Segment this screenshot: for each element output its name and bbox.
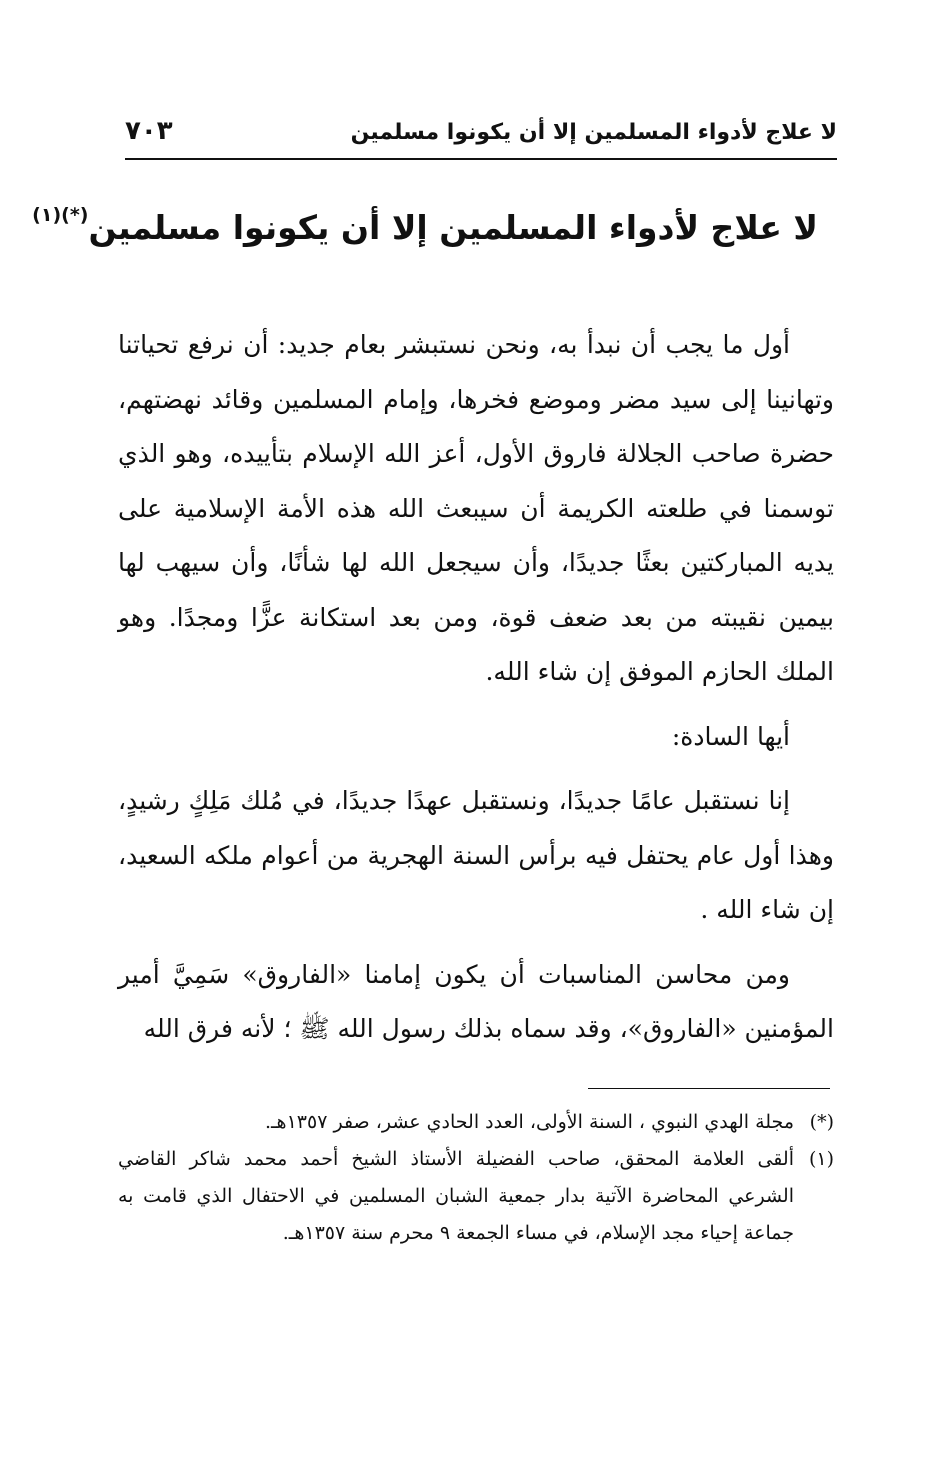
footnote <box>118 1141 834 1252</box>
footnote <box>118 1104 834 1141</box>
footnote-separator <box>588 1088 830 1089</box>
article-title <box>32 204 818 247</box>
footnote-text: مجلة الهدي النبوي ، السنة الأولى، العدد الحادي عشر، صفر ١٣٥٧هـ. <box>264 1111 794 1133</box>
paragraph: أول ما يجب أن نبدأ به، ونحن نستبشر بعام جديد: أن نرفع تحياتنا وتهانينا إلى سيد مضر وموضع فخرها، وإمام المسلمين وقائد نهضتهم، حضرة صاحب الجلالة فاروق الأول، أعز الله الإسلام بتأييده، وهو الذي توسمنا في طلعته الكريمة أن سيبعث الله هذه الأمة الإسلامية على يديه المباركتين بعثًا جديدًا، وأن سيجعل الله لها شأنًا، وأن سيهب لها بيمين نقيبته من بعد ضعف قوة، ومن بعد استكانة عزًّا ومجدًا. وهو الملك الحازم الموفق إن شاء الله. <box>118 330 834 686</box>
article-title-text: لا علاج لأدواء المسلمين إلا أن يكونوا مسلمين <box>88 208 818 247</box>
footnote-marker: (١) <box>808 1148 834 1170</box>
running-title: لا علاج لأدواء المسلمين إلا أن يكونوا مسلمين <box>350 120 837 145</box>
running-header <box>125 112 837 160</box>
paragraph: إنا نستقبل عامًا جديدًا، ونستقبل عهدًا جديدًا، في مُلك مَلِكٍ رشيدٍ، وهذا أول عام يحتفل فيه برأس السنة الهجرية من أعوام ملكه السعيد، إن شاء الله . <box>118 786 834 924</box>
footnote-marker: (*) <box>809 1111 834 1133</box>
footnotes <box>118 1104 834 1252</box>
paragraph: أيها السادة: <box>671 721 790 751</box>
body-text <box>118 318 834 1057</box>
paragraph: ومن محاسن المناسبات أن يكون إمامنا «الفاروق» سَمِيَّ أمير المؤمنين «الفاروق»، وقد سماه بذلك رسول الله ﷺ ؛ لأنه فرق الله <box>118 959 834 1043</box>
title-note-marks: (*)(١) <box>32 204 89 226</box>
footnote-text: ألقى العلامة المحقق، صاحب الفضيلة الأستاذ الشيخ أحمد محمد شاكر القاضي الشرعي المحاضرة الآتية بدار جمعية الشبان المسلمين في الاحتفال الذي قامت به جماعة إحياء مجد الإسلام، في مساء الجمعة ٩ محرم سنة ١٣٥٧هـ. <box>118 1148 794 1244</box>
page-number: ٧٠٣ <box>125 116 173 146</box>
